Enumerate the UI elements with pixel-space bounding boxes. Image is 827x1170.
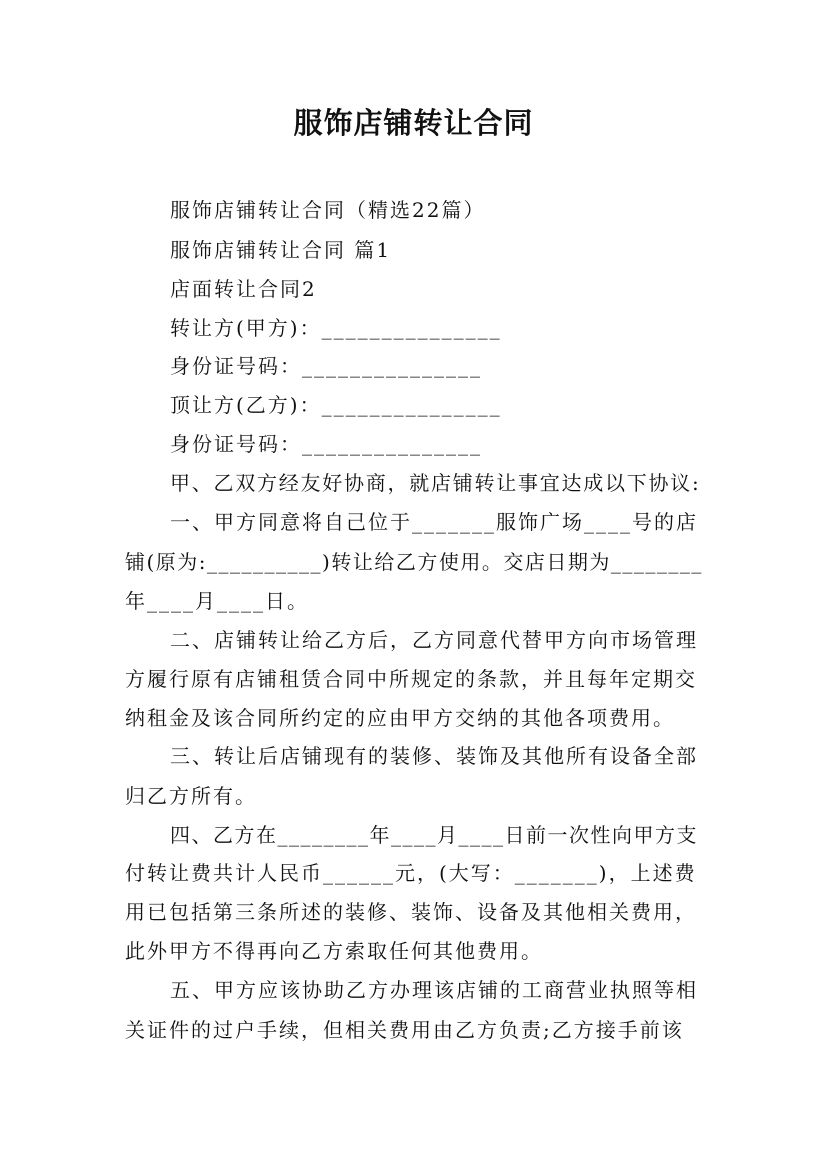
- contract-heading: 店面转让合同2: [170, 277, 317, 301]
- section-heading: 服饰店铺转让合同 篇1: [170, 238, 392, 262]
- agreement-intro: 甲、乙双方经友好协商，就店铺转让事宜达成以下协议:: [170, 471, 701, 495]
- clause-4-line-1: 四、乙方在________年____月____日前一次性向甲方支: [170, 823, 698, 847]
- party-a-line: 转让方(甲方)：_______________: [170, 316, 502, 340]
- clause-5-line-2: 关证件的过户手续，但相关费用由乙方负责;乙方接手前该: [125, 1018, 684, 1042]
- party-b-line: 顶让方(乙方)：_______________: [170, 393, 502, 417]
- clause-1-line-1: 一、甲方同意将自己位于_______服饰广场____号的店: [170, 510, 698, 534]
- clause-4-line-2: 付转让费共计人民币______元，(大写：_______)，上述费: [125, 861, 697, 885]
- clause-2-line-2: 方履行原有店铺租赁合同中所规定的条款，并且每年定期交: [125, 667, 697, 691]
- party-b-id-line: 身份证号码：_______________: [170, 432, 482, 456]
- clause-5-line-1: 五、甲方应该协助乙方办理该店铺的工商营业执照等相: [170, 978, 698, 1002]
- clause-4-line-4: 此外甲方不得再向乙方索取任何其他费用。: [125, 939, 543, 963]
- clause-1-line-2: 铺(原为:__________)转让给乙方使用。交店日期为________: [125, 550, 703, 574]
- clause-3-line-2: 归乙方所有。: [125, 784, 257, 808]
- clause-3-line-1: 三、转让后店铺现有的装修、装饰及其他所有设备全部: [170, 744, 698, 768]
- document-title: 服饰店铺转让合同: [293, 106, 534, 140]
- clause-2-line-3: 纳租金及该合同所约定的应由甲方交纳的其他各项费用。: [125, 706, 675, 730]
- party-a-id-line: 身份证号码：_______________: [170, 354, 482, 378]
- clause-1-line-3: 年____月____日。: [125, 589, 309, 613]
- clause-2-line-1: 二、店铺转让给乙方后，乙方同意代替甲方向市场管理: [170, 628, 698, 652]
- subtitle-line: 服饰店铺转让合同（精选22篇）: [170, 198, 486, 222]
- clause-4-line-3: 用已包括第三条所述的装修、装饰、设备及其他相关费用，: [125, 900, 697, 924]
